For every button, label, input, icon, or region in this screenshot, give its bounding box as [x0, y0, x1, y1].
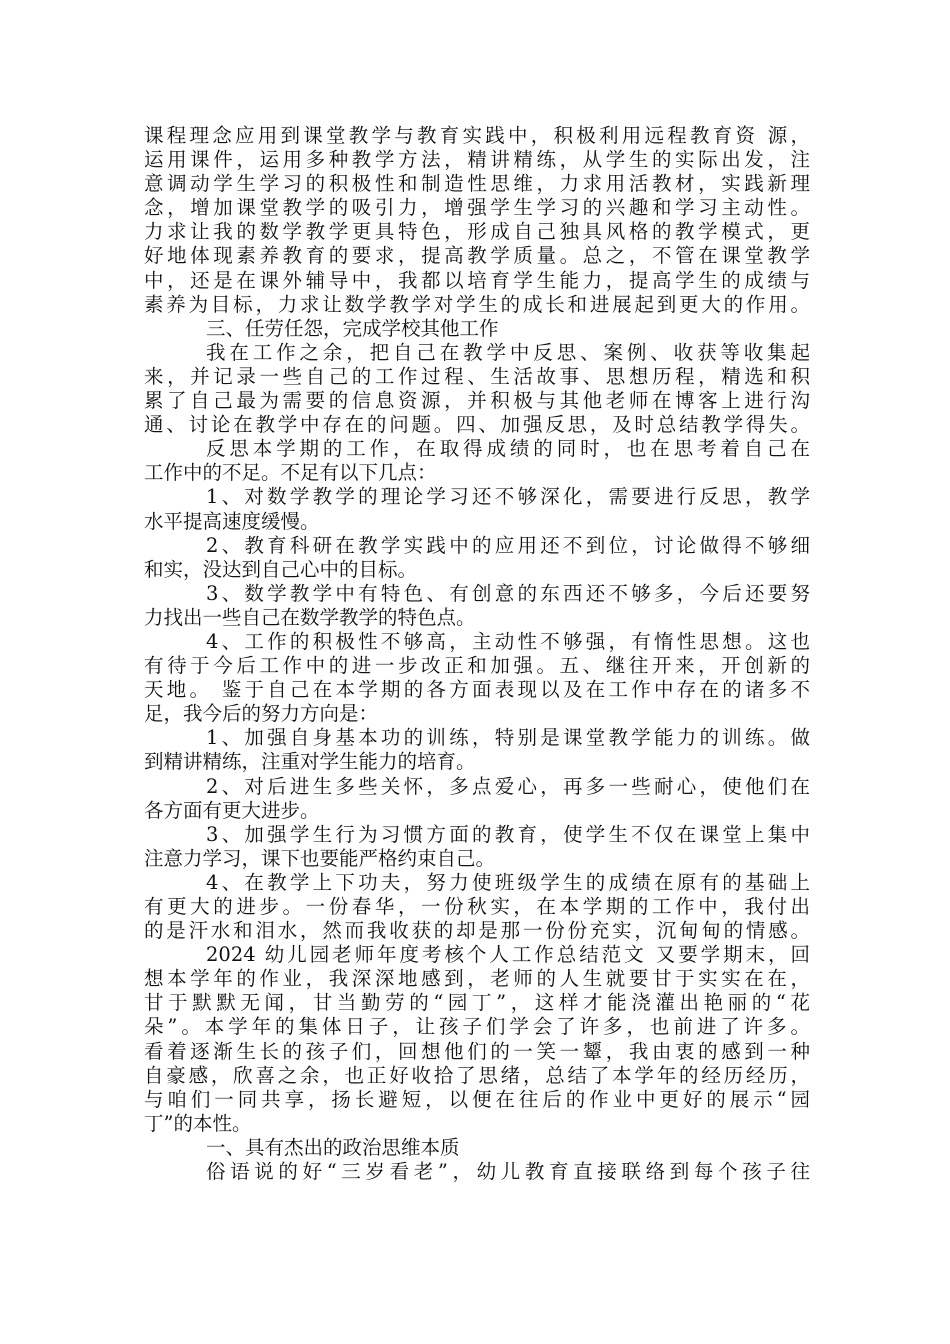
text-line: 好地体现素养教育的要求，提高教学质量。总之，不管在课堂教学: [144, 244, 810, 268]
text-line: 我在工作之余，把自己在教学中反思、案例、收获等收集起: [206, 340, 810, 364]
text-line: 力找出一些自己在数学教学的特色点。: [144, 605, 476, 629]
text-line: 各方面有更大进步。: [144, 798, 320, 822]
text-line: 三、任劳任怨，完成学校其他工作: [206, 316, 499, 340]
text-line: 与咱们一同共享，扬长避短，以便在往后的作业中更好的展示“园: [144, 1087, 810, 1111]
text-line: 水平提高速度缓慢。: [144, 509, 320, 533]
text-line: 朵”。本学年的集体日子，让孩子们学会了许多，也前进了许多。: [144, 1015, 810, 1039]
text-line: 来，并记录一些自己的工作过程、生活故事、思想历程，精选和积: [144, 364, 810, 388]
text-line: 2、对后进生多些关怀，多点爱心，再多一些耐心，使他们在: [206, 774, 810, 798]
text-line: 4、工作的积极性不够高，主动性不够强，有惰性思想。这也: [206, 629, 810, 653]
text-line: 有待于今后工作中的进一步改正和加强。五、继往开来，开创新的: [144, 654, 810, 678]
text-line: 累了自己最为需要的信息资源，并积极与其他老师在博客上进行沟: [144, 389, 810, 413]
text-line: 1、对数学教学的理论学习还不够深化，需要进行反思，教学: [206, 485, 810, 509]
document-page: [144, 124, 810, 1184]
text-line: 注意力学习，课下也要能严格约束自己。: [144, 846, 496, 870]
text-line: 素养为目标，力求让数学教学对学生的成长和进展起到更大的作用。: [144, 292, 810, 316]
text-line: 3、加强学生行为习惯方面的教育，使学生不仅在课堂上集中: [206, 822, 810, 846]
text-line: 甘于默默无闻，甘当勤劳的“园丁”，这样才能浇灌出艳丽的“花: [144, 991, 810, 1015]
text-line: 通、讨论在教学中存在的问题。四、加强反思，及时总结教学得失。: [144, 413, 810, 437]
text-line: 4、在教学上下功夫，努力使班级学生的成绩在原有的基础上: [206, 870, 810, 894]
text-line: 足，我今后的努力方向是：: [144, 702, 379, 726]
text-line: 想本学年的作业，我深深地感到，老师的人生就要甘于实实在在，: [144, 967, 810, 991]
text-line: 念，增加课堂教学的吸引力，增强学生学习的兴趣和学习主动性。: [144, 196, 810, 220]
text-line: 的是汗水和泪水，然而我收获的却是那一份份充实，沉甸甸的情感。: [144, 919, 810, 943]
text-line: 看着逐渐生长的孩子们，回想他们的一笑一颦，我由衷的感到一种: [144, 1039, 810, 1063]
text-line: 到精讲精练，注重对学生能力的培育。: [144, 750, 476, 774]
text-line: 和实，没达到自己心中的目标。: [144, 557, 418, 581]
text-line: 丁”的本性。: [144, 1111, 252, 1135]
text-line: 课程理念应用到课堂教学与教育实践中，积极利用远程教育资 源，: [144, 124, 810, 147]
text-line: 力求让我的数学教学更具特色，形成自己独具风格的教学模式，更: [144, 220, 810, 244]
text-line: 工作中的不足。不足有以下几点：: [144, 461, 437, 485]
text-line: 意调动学生学习的积极性和制造性思维，力求用活教材，实践新理: [144, 172, 810, 196]
text-line: 反思本学期的工作，在取得成绩的同时，也在思考着自己在: [206, 437, 810, 461]
text-line: 2024 幼儿园老师年度考核个人工作总结范文 又要学期末，回: [206, 943, 810, 967]
text-line: 一、具有杰出的政治思维本质: [206, 1135, 460, 1159]
text-line: 3、数学教学中有特色、有创意的东西还不够多，今后还要努: [206, 581, 810, 605]
text-line: 天地。 鉴于自己在本学期的各方面表现以及在工作中存在的诸多不: [144, 678, 810, 702]
text-line: 运用课件，运用多种教学方法，精讲精练，从学生的实际出发，注: [144, 148, 810, 172]
text-line: 2、教育科研在教学实践中的应用还不到位，讨论做得不够细: [206, 533, 810, 557]
text-line: 有更大的进步。一份春华，一份秋实，在本学期的工作中，我付出: [144, 895, 810, 918]
text-line: 中，还是在课外辅导中，我都以培育学生能力，提高学生的成绩与: [144, 268, 810, 292]
text-line: 自豪感，欣喜之余，也正好收拾了思绪，总结了本学年的经历经历，: [144, 1063, 810, 1087]
text-line: 俗语说的好“三岁看老”，幼儿教育直接联络到每个孩子往: [206, 1160, 810, 1184]
text-line: 1、加强自身基本功的训练，特别是课堂教学能力的训练。做: [206, 726, 810, 750]
